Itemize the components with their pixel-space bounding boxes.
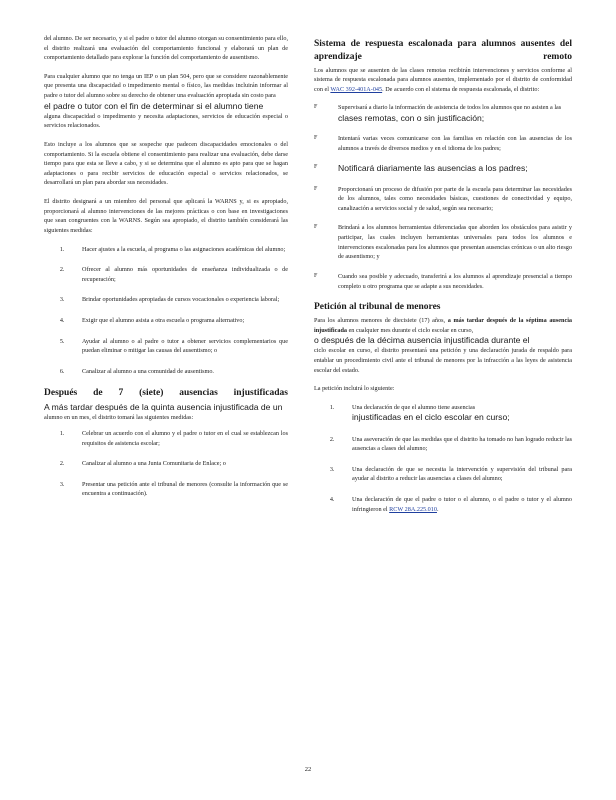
bullet-icon: F [314,272,318,279]
list-item [314,163,572,174]
paragraph: Esto incluye a los alumnos que se sospeche que padecen discapacidades emocionales o del comportamiento. Si la escuela obtiene el consentimiento para realizar una evaluación, debe darse tiempo para que esta se lleve a cabo, y si se determina que el alumno es apto para que se hagan adaptaciones o para recibir servicios de educación especial o servicios relacionados, se desarrollará un plan para abordar sus necesidades. [44,141,288,187]
list-item: 3. Brindar oportunidades apropiadas de cursos vocacionales o experiencia laboral; [66,295,288,305]
section-heading-peticion: Petición al tribunal de menores [314,302,441,313]
paragraph: del alumno. De ser necesario, y si el padre o tutor del alumno otorgan su consentimiento para ello, el distrito realizará una evaluación del comportamiento funcional y elaborará un plan de comportamiento detallado para explorar la función del comportamiento de ausentismo. [44,35,288,62]
paragraph-text: en cualquier mes durante el ciclo escolar en curso, [348,326,474,334]
bullet-icon: F [314,185,318,192]
list-item [314,134,572,153]
list-item: 2. Canalizar al alumno a una Junta Comunitaria de Enlace; o [66,459,288,469]
item-large-text: Notificará diariamente las ausencias a los padres; [338,163,528,174]
measures-list [44,245,288,377]
section-heading-sistema: Sistema de respuesta escalonada para alumnos ausentes del aprendizaje remoto [314,39,572,62]
item-text: Supervisará a diario la información de asistencia de todos los alumnos que no asisten a las [338,104,562,112]
list-item [314,185,572,214]
list-item [336,495,572,514]
list-item: 2. Ofrecer al alumno más oportunidades de enseñanza individualizada o de recuperación; [66,265,288,284]
list-item: 1. Celebrar un acuerdo con el alumno y el padre o tutor en el cual se establezcan los requisitos de asistencia escolar; [66,429,288,448]
paragraph-text: Para los alumnos menores de diecisiete (17) años, [314,316,446,324]
paragraph-text: . De acuerdo con el sistema de respuesta escalonada, el distrito: [382,85,540,93]
paragraph-text: alumno en un mes, el distrito tomará las siguientes medidas: [44,414,194,422]
bullet-icon: F [314,224,318,231]
list-item: 1. Hacer ajustes a la escuela, al programa o las asignaciones académicas del alumno; [66,245,288,255]
item-text: Intentará varias veces comunicarse con las familias en relación con las ausencias de los alumnos a través de diversos medios y en el idioma de los padres; [338,135,572,152]
petition-contents-list [314,403,572,514]
paragraph-bold-text: a más tardar después de la séptima ausencia injustificada [314,316,573,334]
page-number: 22 [304,766,312,773]
actions-list [44,429,288,499]
list-item [314,272,572,291]
list-item: 6. Canalizar al alumno a una comunidad de ausentismo. [66,367,288,377]
section-heading-despues: Después de 7 (siete) ausencias injustificadas [44,388,288,399]
item-large-text: injustificadas en el ciclo escolar en curso; [352,412,510,423]
item-text: Una aseveración de que las medidas que el distrito ha tomado no han logrado reducir las ausencias a clases del alumno; [352,435,572,453]
paragraph [314,316,572,375]
item-text: Proporcionará un proceso de difusión por parte de la escuela para determinar las necesidades de los alumnos, tales como necesidades básicas, cuestiones de conectividad y equipo, canalización a servicios social y de salud, según sea necesario; [338,185,572,212]
list-item [314,103,572,124]
left-column [44,34,288,510]
paragraph [314,66,572,95]
bullet-icon: F [314,164,318,171]
list-item: 3. Presentar una petición ante el tribunal de menores (consulte la información que se encuentra a continuación). [66,480,288,499]
wac-link[interactable]: WAC 392-401A-045 [330,85,383,93]
rcw-link[interactable]: RCW 28A.225.010 [389,505,437,513]
paragraph-large-text: el padre o tutor con el fin de determinar si el alumno tiene [44,100,264,111]
paragraph-text: alguna discapacidad o impedimento y necesita adaptaciones, servicios de educación especial o servicios relacionados. [44,112,288,130]
paragraph: El distrito designará a un miembro del personal que aplicará la WARNS y, si es apropiado, proporcionará al alumno intervenciones de las mejores prácticas o con base en investigaciones que sean congruentes con la WARNS. Según sea apropiado, el distrito también considerará las siguientes medidas: [44,198,288,234]
paragraph-large-text: o después de la décima ausencia injustificada durante el [314,335,530,346]
item-large-text: clases remotas, con o sin justificación; [338,113,485,124]
list-item [336,403,572,424]
item-text: . [436,505,439,513]
item-text: Una declaración de que el padre o tutor o el alumno, o el padre o tutor y el alumno infringieron el [352,495,572,513]
list-item [336,435,572,454]
paragraph-large-text: A más tardar después de la quinta ausencia injustificada de un [44,402,283,413]
item-text: Una declaración de que el alumno tiene ausencias [352,403,476,411]
item-text: Una declaración de que se necesita la intervención y supervisión del tribunal para ayudar al distrito a reducir las ausencias a clases del alumno; [352,465,572,483]
list-item [336,465,572,484]
paragraph: La petición incluirá lo siguiente: [314,385,395,393]
list-item [314,223,572,261]
paragraph-text: ciclo escolar en curso, el distrito presentará una petición y una declaración jurada de respaldo para entablar un procedimiento civil ante el tribunal de menores por la infracción a las leyes de asistencia escolar del estado. [314,347,572,374]
item-text: Cuando sea posible y adecuado, transferirá a los alumnos al aprendizaje presencial a tiempo completo u otro programa que se adapte a sus necesidades. [338,272,572,290]
paragraph-text: Para cualquier alumno que no tenga un IEP o un plan 504, pero que se considere razonablemente que presenta una discapacidad o impedimento mental o físico, las medidas incluirán informar al padre o tutor del alumno sobre su derecho de obtener una evaluación apropiada sin costo para [44,72,288,100]
paragraph [44,402,288,423]
district-actions-list [314,103,572,291]
list-item: 5. Ayudar al alumno o al padre o tutor a obtener servicios complementarios que puedan eliminar o mitigar las causas del ausentismo; o [66,337,288,356]
item-text: Brindará a los alumnos herramientas diferenciadas que aborden los obstáculos para asistir y participar, las cuales incluyen herramientas universales para todos los alumnos e intervenciones escalonadas para los alumnos que presentan ausencias crónicas o un alto riesgo de ausentismo; y [338,224,572,261]
bullet-icon: F [314,104,318,111]
paragraph [44,72,288,131]
right-column [314,34,572,525]
list-item: 4. Exigir que el alumno asista a otra escuela o programa alternativo; [66,316,288,326]
paragraph-text: Los alumnos que se ausenten de las clases remotas recibirán intervenciones y servicios conforme al sistema de respuesta escalonada para alumnos ausentes, implementado por el distrito de conformidad con el [314,66,572,93]
bullet-icon: F [314,135,318,142]
